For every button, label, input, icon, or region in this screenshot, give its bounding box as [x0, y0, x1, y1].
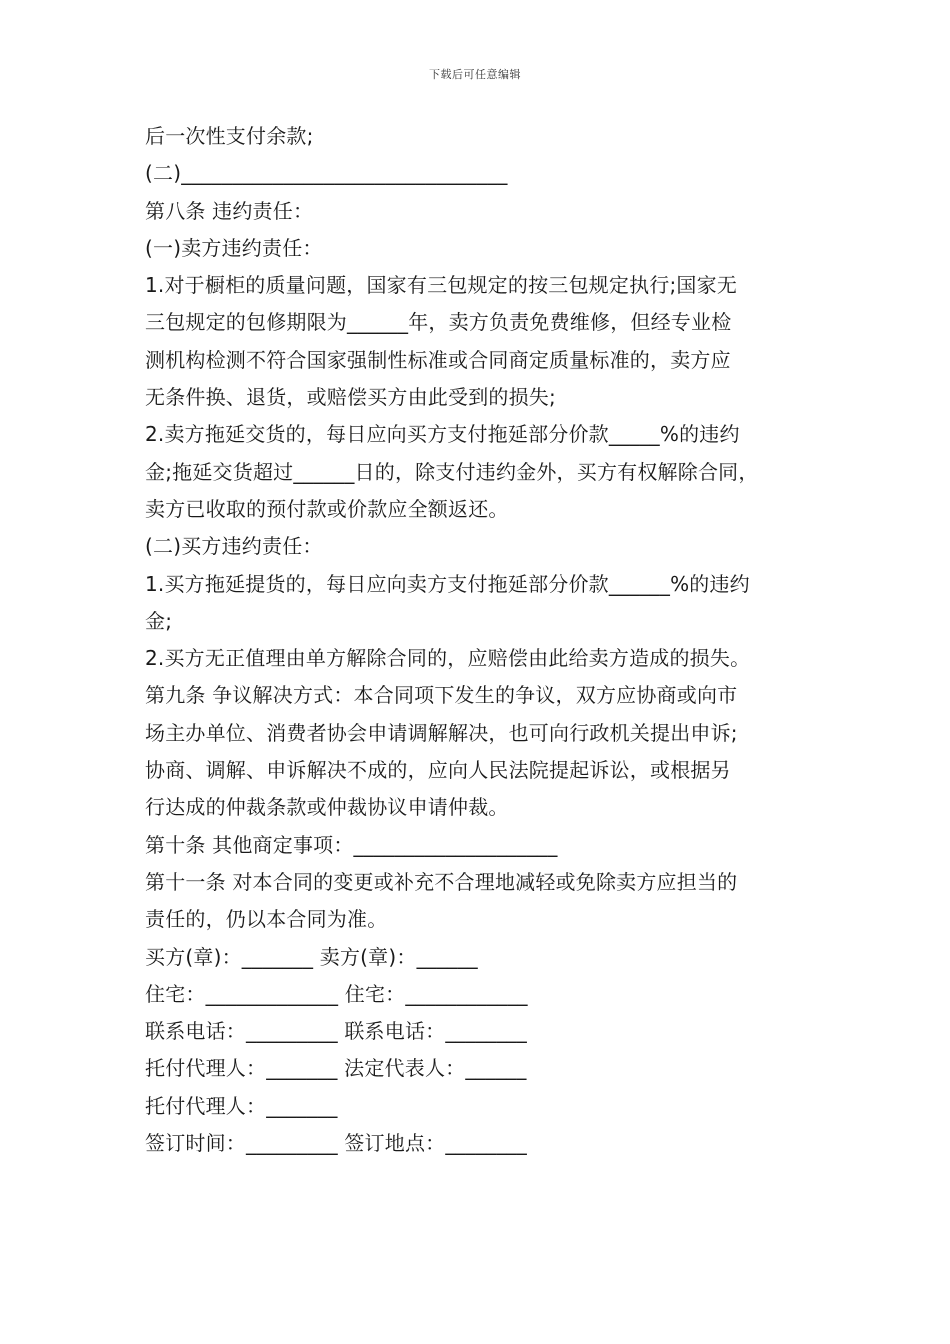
signature-line: 买方(章)：_______ 卖方(章)：______ — [145, 944, 478, 969]
signature-line: 托付代理人：_______ — [145, 1093, 338, 1118]
signature-line: 住宅：_____________ 住宅：____________ — [145, 981, 528, 1006]
section-heading: 第八条 违约责任： — [145, 198, 314, 223]
subsection-heading: (二)买方违约责任： — [145, 534, 323, 559]
text-line: 三包规定的包修期限为______年，卖方负责免费维修，但经专业检 — [145, 310, 732, 335]
signature-line: 联系电话：_________ 联系电话：________ — [145, 1019, 527, 1044]
text-line: 无条件换、退货，或赔偿买方由此受到的损失; — [145, 385, 556, 410]
text-line: 行达成的仲裁条款或仲裁协议申请仲裁。 — [145, 795, 509, 820]
contract-body — [145, 118, 825, 1162]
text-line: (二)________________________________ — [145, 161, 508, 186]
page-header: 下载后可任意编辑 — [429, 68, 521, 81]
text-line: 2.买方无正值理由单方解除合同的，应赔偿由此给卖方造成的损失。 — [145, 646, 751, 671]
text-line: 场主办单位、消费者协会申请调解解决，也可向行政机关提出申诉; — [145, 720, 738, 745]
text-line: 后一次性支付余款; — [145, 124, 314, 148]
text-line: 1.买方拖延提货的，每日应向卖方支付拖延部分价款______%的违约 — [145, 571, 750, 596]
subsection-heading: (一)卖方违约责任： — [145, 235, 323, 260]
section-heading: 第十条 其他商定事项：____________________ — [145, 832, 558, 857]
text-line: 测机构检测不符合国家强制性标准或合同商定质量标准的，卖方应 — [145, 347, 731, 372]
signature-line: 签订时间：_________ 签订地点：________ — [145, 1131, 527, 1156]
signature-line: 托付代理人：_______ 法定代表人：______ — [145, 1056, 527, 1081]
text-line: 卖方已收取的预付款或价款应全额返还。 — [145, 496, 509, 521]
text-line: 金;拖延交货超过______日的，除支付违约金外，买方有权解除合同， — [145, 459, 759, 484]
text-line: 协商、调解、申诉解决不成的，应向人民法院提起诉讼，或根据另 — [145, 758, 731, 783]
text-line: 1.对于橱柜的质量问题，国家有三包规定的按三包规定执行;国家无 — [145, 273, 738, 298]
text-line: 2.卖方拖延交货的，每日应向买方支付拖延部分价款_____%的违约 — [145, 422, 740, 447]
section-heading: 第九条 争议解决方式：本合同项下发生的争议，双方应协商或向市 — [145, 683, 738, 708]
text-line: 责任的，仍以本合同为准。 — [145, 907, 388, 932]
text-line: 金; — [145, 608, 173, 633]
section-heading: 第十一条 对本合同的变更或补充不合理地减轻或免除卖方应担当的 — [145, 869, 738, 894]
